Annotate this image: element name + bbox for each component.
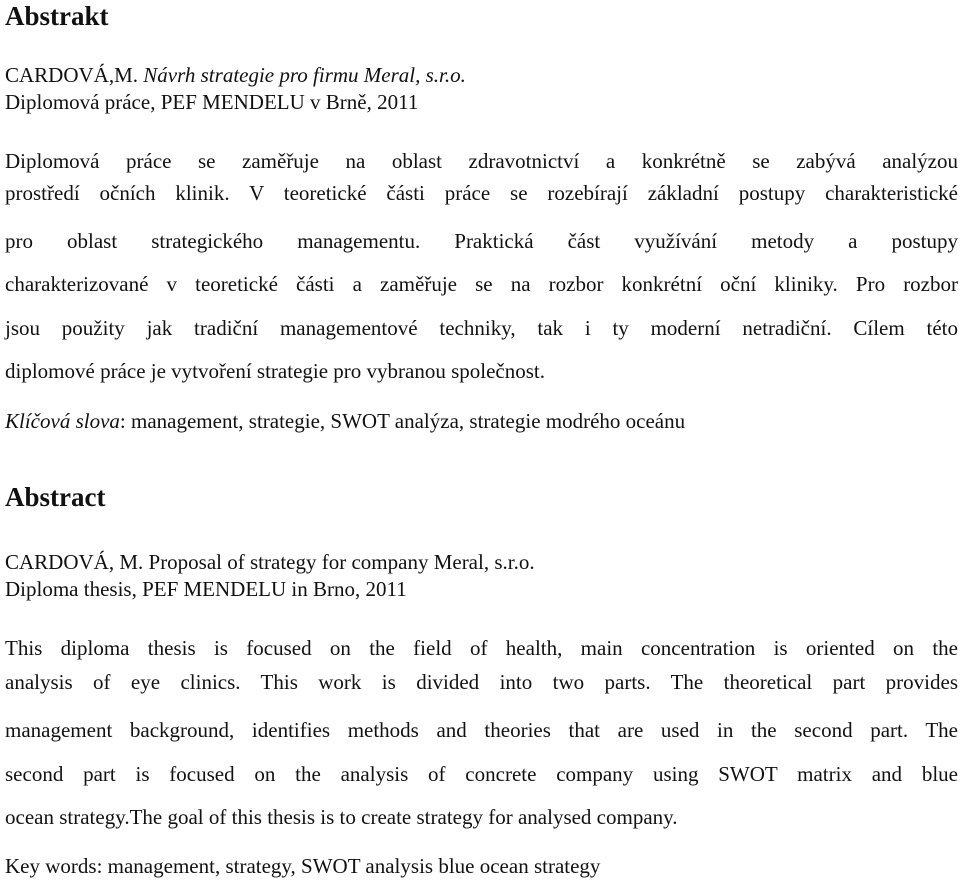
czech-paragraph-line: jsou použity jak tradiční managementové techniky, tak i ty moderní netradiční. Cílem této (5, 315, 958, 340)
czech-heading: Abstrakt (5, 1, 109, 31)
czech-keywords (5, 408, 685, 434)
czech-paragraph-line: diplomové práce je vytvoření strategie pro vybranou společnost. (5, 359, 546, 384)
czech-keywords-label: Klíčová slova (5, 409, 120, 433)
czech-paragraph-line: Diplomová práce se zaměřuje na oblast zdravotnictví a konkrétně se zabývá analýzou (5, 149, 958, 173)
english-paragraph-line: management background, identifies methods and theories that are used in the second part. The (5, 718, 958, 742)
english-paragraph-line: ocean strategy.The goal of this thesis is to create strategy for analysed company. (5, 805, 678, 829)
czech-citation-line2: Diplomová práce, PEF MENDELU v Brně, 2011 (5, 90, 419, 114)
english-abstract-paragraph (5, 631, 958, 840)
english-keywords: Key words: management, strategy, SWOT analysis blue ocean strategy (5, 854, 601, 878)
english-paragraph-line: This diploma thesis is focused on the field of health, main concentration is oriented on the (5, 636, 958, 660)
czech-citation-title: Návrh strategie pro firmu Meral, s.r.o. (143, 63, 466, 87)
english-citation-line2: Diploma thesis, PEF MENDELU in Brno, 2011 (5, 577, 407, 601)
english-paragraph-line: second part is focused on the analysis of concrete company using SWOT matrix and blue (5, 761, 958, 786)
czech-paragraph-line: prostředí očních klinik. V teoretické části práce se rozebírají základní postupy charakteristické (5, 181, 958, 205)
czech-paragraph-line: pro oblast strategického managementu. Praktická část využívání metody a postupy (5, 229, 958, 253)
english-citation-line1: CARDOVÁ, M. Proposal of strategy for company Meral, s.r.o. (5, 550, 535, 574)
czech-citation-author: CARDOVÁ,M. (5, 63, 144, 87)
english-paragraph-line: analysis of eye clinics. This work is divided into two parts. The theoretical part provides (5, 670, 958, 694)
czech-abstract-paragraph (5, 145, 958, 394)
english-heading: Abstract (5, 482, 106, 512)
czech-citation-line1 (5, 62, 466, 88)
czech-keywords-text: : management, strategie, SWOT analýza, strategie modrého oceánu (119, 409, 686, 433)
czech-paragraph-line: charakterizované v teoretické části a zaměřuje se na rozbor konkrétní oční kliniky. Pro rozbor (5, 272, 958, 297)
